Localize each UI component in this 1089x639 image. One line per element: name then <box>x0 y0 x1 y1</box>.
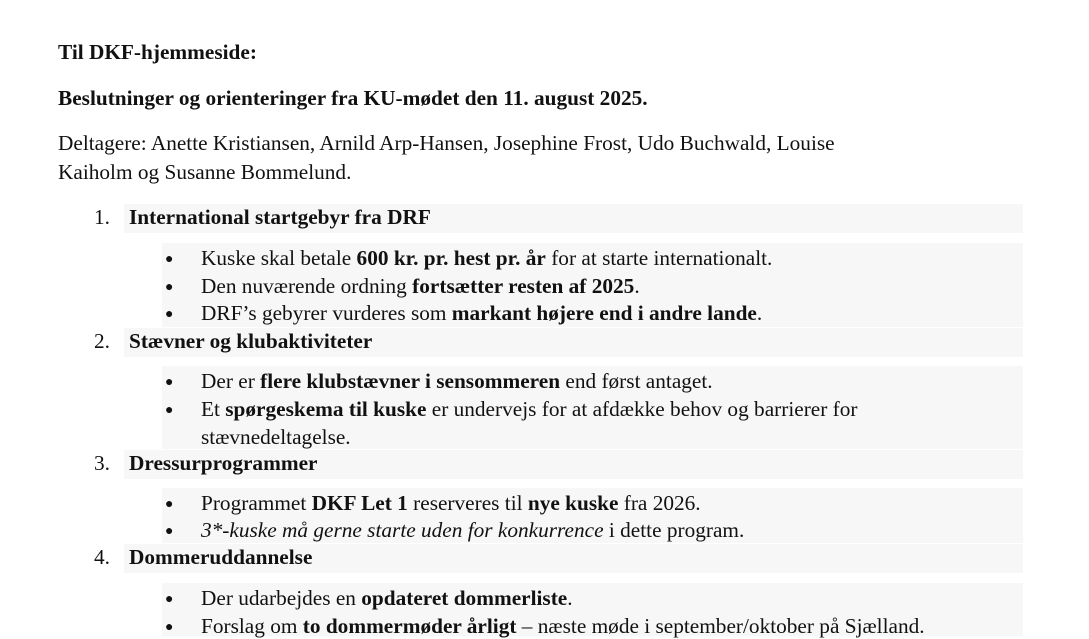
list-item: Et spørgeskema til kuske er undervejs for at afdække behov og barrierer for <box>201 397 858 421</box>
list-item: Den nuværende ordning fortsætter resten af 2025. <box>201 274 640 298</box>
list-item: 3*-kuske må gerne starte uden for konkurrence i dette program. <box>201 518 745 542</box>
section-number: 2. <box>94 329 110 353</box>
bullet-icon: ● <box>165 307 174 322</box>
section-number: 1. <box>94 205 110 229</box>
list-item: stævnedeltagelse. <box>201 425 351 449</box>
list-item: Der udarbejdes en opdateret dommerliste. <box>201 586 573 610</box>
list-item: Kuske skal betale 600 kr. pr. hest pr. år for at starte internationalt. <box>201 246 773 270</box>
list-item: DRF’s gebyrer vurderes som markant højere end i andre lande. <box>201 301 763 325</box>
list-item: Programmet DKF Let 1 reserveres til nye kuske fra 2026. <box>201 491 701 515</box>
list-item: Der er flere klubstævner i sensommeren end først antaget. <box>201 369 713 393</box>
section-title: Dommeruddannelse <box>129 545 313 569</box>
bullet-icon: ● <box>165 592 174 607</box>
document-title: Til DKF-hjemmeside: <box>58 40 257 64</box>
section-number: 3. <box>94 451 110 475</box>
participants-line-1: Deltagere: Anette Kristiansen, Arnild Arp-Hansen, Josephine Frost, Udo Buchwald, Louise <box>58 131 835 155</box>
bullet-icon: ● <box>165 403 174 418</box>
bullet-icon: ● <box>165 280 174 295</box>
section-number: 4. <box>94 545 110 569</box>
bullet-icon: ● <box>165 375 174 390</box>
bullet-icon: ● <box>165 524 174 539</box>
participants-line-2: Kaiholm og Susanne Bommelund. <box>58 160 352 184</box>
list-item: Forslag om to dommermøder årligt – næste møde i september/oktober på Sjælland. <box>201 614 925 638</box>
section-title: Dressurprogrammer <box>129 451 318 475</box>
section-title: Stævner og klubaktiviteter <box>129 329 373 353</box>
bullet-icon: ● <box>165 252 174 267</box>
document-subtitle: Beslutninger og orienteringer fra KU-mødet den 11. august 2025. <box>58 86 648 110</box>
section-title: International startgebyr fra DRF <box>129 205 431 229</box>
bullet-icon: ● <box>165 497 174 512</box>
bullet-icon: ● <box>165 620 174 635</box>
